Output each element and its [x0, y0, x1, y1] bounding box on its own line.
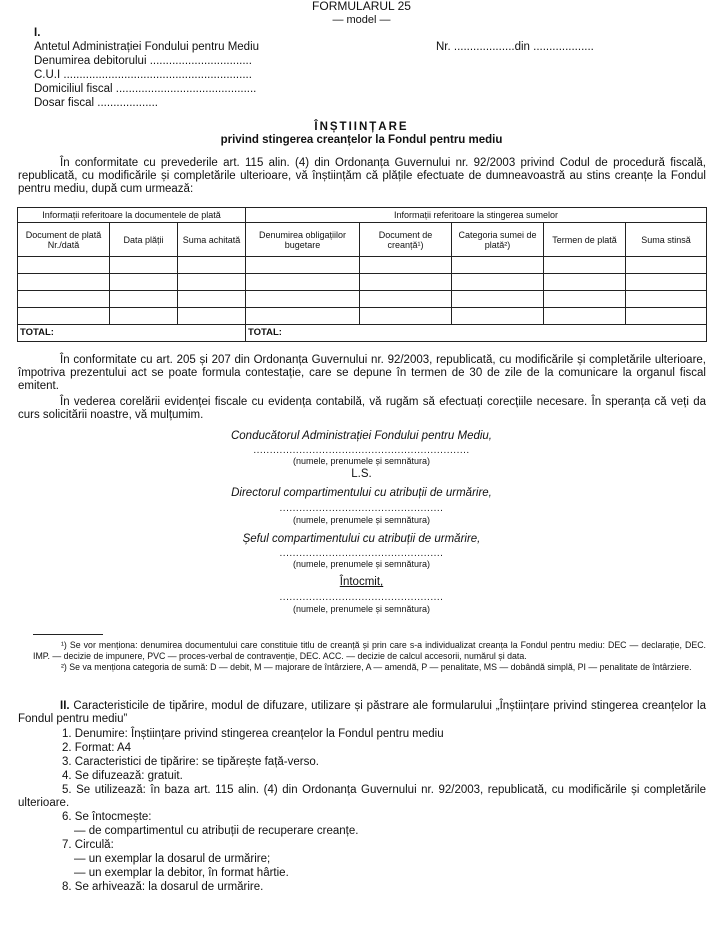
payments-table: [17, 207, 707, 342]
table-cell: [246, 308, 360, 325]
notice-subtitle: privind stingerea creanțelor la Fondul pentru mediu: [220, 134, 503, 146]
header-line-cui: C.U.I ...........................................................: [34, 69, 252, 81]
table-cell: [544, 274, 626, 291]
table-cell: [18, 274, 110, 291]
table-cell: [544, 291, 626, 308]
table-cell: [178, 257, 246, 274]
table-cell: [110, 274, 178, 291]
table-cell: [544, 308, 626, 325]
header-line-domiciliu: Domiciliul fiscal ............................................: [34, 83, 257, 95]
section-ii-intro: [18, 700, 706, 726]
table-cell: [18, 308, 110, 325]
header-line-antet: Antetul Administrației Fondului pentru Mediu: [34, 41, 260, 53]
form-model-label: — model —: [332, 14, 391, 26]
signature-director-title: Directorul compartimentului cu atribuții de urmărire,: [231, 487, 492, 499]
signature-sef-dots: ..................................................: [279, 548, 444, 559]
table-row: [18, 274, 707, 291]
table-cell: [18, 257, 110, 274]
table-cell: [452, 291, 544, 308]
list-item: 3. Caracteristici de tipărire: se tipărește față-verso.: [62, 756, 319, 768]
table-cell: [360, 257, 452, 274]
column-header: Data plății: [110, 223, 178, 257]
table-cell: [246, 291, 360, 308]
header-line-debitor: Denumirea debitorului ................................: [34, 55, 252, 67]
column-header: Document de plată Nr./dată: [18, 223, 110, 257]
footnote-separator: [33, 634, 103, 635]
table-cell: [626, 257, 707, 274]
group-header-payment-docs: Informații referitoare la documentele de plată: [18, 208, 246, 223]
list-item: — un exemplar la debitor, în format hârtie.: [74, 867, 289, 879]
table-row: [18, 291, 707, 308]
section-ii-intro-text: Caracteristicile de tipărire, modul de difuzare, utilizare și păstrare ale formularului „Înștiințare privind stingerea creanțelor la Fondul pentru mediu”: [18, 700, 706, 725]
column-header: Suma stinsă: [626, 223, 707, 257]
table-cell: [110, 308, 178, 325]
table-cell: [452, 274, 544, 291]
notice-intro: În conformitate cu prevederile art. 115 alin. (4) din Ordonanța Guvernului nr. 92/2003 privind Codul de procedură fiscală, republicată, cu modificările și completările ulterioare, vă înștiințăm că plățile efectuate de dumneavoastră au stins creanțe la Fondul pentru mediu, după cum urmează:: [18, 157, 706, 195]
signature-sef-note: (numele, prenumele și semnătura): [292, 559, 431, 569]
table-cell: [178, 274, 246, 291]
total-left-label: TOTAL:: [18, 325, 246, 342]
footnote-2: ²) Se va menționa categoria de sumă: D — debit, M — majorare de întârziere, A — amendă, P — penalitate, MS — dobândă simplă, PI — penalitate de întârziere.: [61, 662, 692, 672]
header-nr-line: Nr. ...................din ...................: [436, 41, 594, 53]
list-item: 5. Se utilizează: în baza art. 115 alin. (4) din Ordonanța Guvernului nr. 92/2003, republicată, cu modificările și completările ulterioare.: [18, 784, 706, 809]
table-cell: [360, 274, 452, 291]
table-cell: [246, 274, 360, 291]
table-cell: [626, 291, 707, 308]
table-row: [18, 257, 707, 274]
table-cell: [110, 257, 178, 274]
signature-director-note: (numele, prenumele și semnătura): [292, 515, 431, 525]
signature-intocmit-title: Întocmit,: [339, 576, 384, 588]
table-cell: [544, 257, 626, 274]
signature-sef-title: Șeful compartimentului cu atribuții de urmărire,: [242, 533, 481, 545]
table-cell: [452, 308, 544, 325]
column-header: Suma achitată: [178, 223, 246, 257]
table-cell: [626, 274, 707, 291]
table-cell: [178, 291, 246, 308]
signature-admin-dots: ..................................................................: [253, 445, 470, 456]
section-i-label: I.: [34, 27, 41, 39]
notice-title: ÎNȘTIINȚARE: [314, 121, 409, 133]
list-item: 4. Se difuzează: gratuit.: [62, 770, 183, 782]
list-item: — de compartimentul cu atribuții de recuperare creanțe.: [74, 825, 359, 837]
list-item: 8. Se arhivează: la dosarul de urmărire.: [62, 881, 264, 893]
table-cell: [246, 257, 360, 274]
footnote-1: ¹) Se vor menționa: denumirea documentului care constituie titlu de creanță și prin care s-a individualizat creanța la Fondul pentru mediu: DEC — declarație, DEC. IMP. — decizie de impunere, PVC — proces-verbal de contravenție, DEC. ACC. — decizie de calcul accesorii, numărul și data.: [33, 640, 706, 661]
column-header: Termen de plată: [544, 223, 626, 257]
contest-paragraph: În conformitate cu art. 205 și 207 din Ordonanța Guvernului nr. 92/2003, republicată, cu modificările și completările ulterioare, împotriva prezentului act se poate formula contestație, care se depune în termen de 30 de zile de la comunicare la organul fiscal emitent.: [18, 354, 706, 392]
table-cell: [110, 291, 178, 308]
form-title: FORMULARUL 25: [312, 0, 411, 13]
stamp-ls-label: L.S.: [351, 468, 372, 480]
column-header: Document de creanță¹): [360, 223, 452, 257]
list-item: 7. Circulă:: [62, 839, 114, 851]
correction-paragraph: În vederea corelării evidenței fiscale cu evidența contabilă, vă rugăm să efectuați corecțiile necesare. În speranța că veți da curs solicitării noastre, vă mulțumim.: [18, 396, 706, 421]
signature-admin-note: (numele, prenumele și semnătura): [292, 456, 431, 466]
table-cell: [360, 308, 452, 325]
table-row: [18, 308, 707, 325]
table-cell: [18, 291, 110, 308]
group-header-settlement: Informații referitoare la stingerea sumelor: [246, 208, 707, 223]
list-item: 1. Denumire: Înștiințare privind stingerea creanțelor la Fondul pentru mediu: [62, 728, 444, 740]
signature-intocmit-dots: ..................................................: [279, 592, 444, 603]
list-item: — un exemplar la dosarul de urmărire;: [74, 853, 271, 865]
table-cell: [360, 291, 452, 308]
column-header: Denumirea obligațiilor bugetare: [246, 223, 360, 257]
section-ii-label: II.: [60, 700, 70, 712]
list-item: 6. Se întocmește:: [62, 811, 152, 823]
total-right-label: TOTAL:: [246, 325, 707, 342]
signature-intocmit-note: (numele, prenumele și semnătura): [292, 604, 431, 614]
signature-admin-title: Conducătorul Administrației Fondului pentru Mediu,: [230, 430, 493, 442]
column-header: Categoria sumei de plată²): [452, 223, 544, 257]
signature-director-dots: ..................................................: [279, 503, 444, 514]
table-cell: [626, 308, 707, 325]
table-cell: [178, 308, 246, 325]
header-line-dosar: Dosar fiscal ...................: [34, 97, 158, 109]
list-item: 2. Format: A4: [62, 742, 132, 754]
table-cell: [452, 257, 544, 274]
